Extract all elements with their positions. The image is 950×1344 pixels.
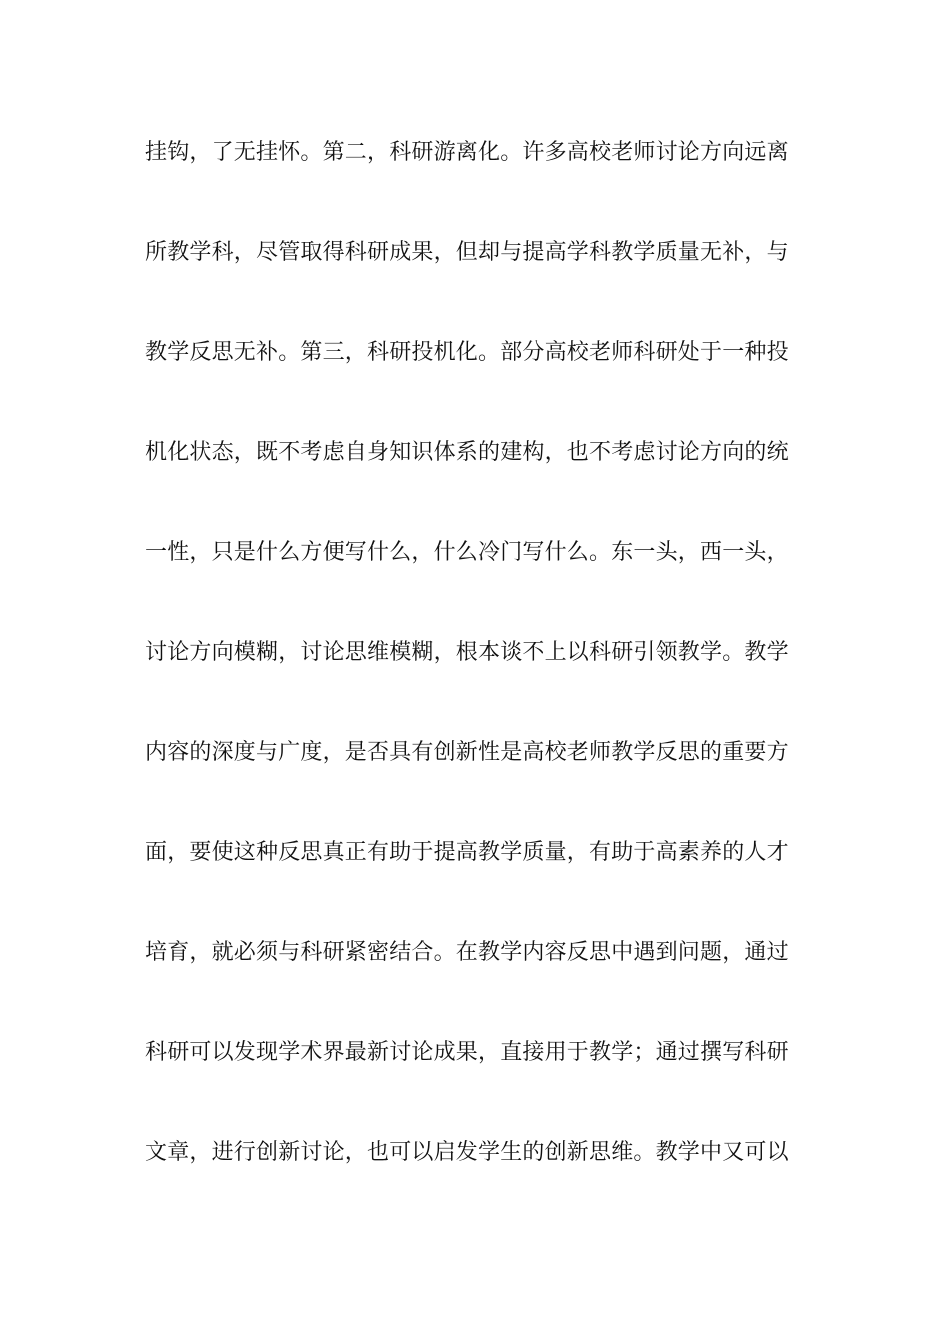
text-line: 讨论方向模糊，讨论思维模糊，根本谈不上以科研引领教学。教学 xyxy=(145,640,789,665)
text-line: 内容的深度与广度，是否具有创新性是高校老师教学反思的重要方 xyxy=(145,740,789,765)
text-line: 教学反思无补。第三，科研投机化。部分高校老师科研处于一种投 xyxy=(145,340,789,365)
text-line: 挂钩，了无挂怀。第二，科研游离化。许多高校老师讨论方向远离 xyxy=(145,140,789,165)
text-line: 机化状态，既不考虑自身知识体系的建构，也不考虑讨论方向的统 xyxy=(145,440,789,465)
text-line: 文章，进行创新讨论，也可以启发学生的创新思维。教学中又可以 xyxy=(145,1140,789,1165)
text-line: 一性，只是什么方便写什么，什么冷门写什么。东一头，西一头， xyxy=(145,540,789,565)
text-line: 面，要使这种反思真正有助于提高教学质量，有助于高素养的人才 xyxy=(145,840,789,865)
text-line: 培育，就必须与科研紧密结合。在教学内容反思中遇到问题，通过 xyxy=(145,940,789,965)
text-line: 所教学科，尽管取得科研成果，但却与提高学科教学质量无补，与 xyxy=(145,240,789,265)
text-line: 科研可以发现学术界最新讨论成果，直接用于教学；通过撰写科研 xyxy=(145,1040,789,1065)
body-text xyxy=(145,130,815,1230)
